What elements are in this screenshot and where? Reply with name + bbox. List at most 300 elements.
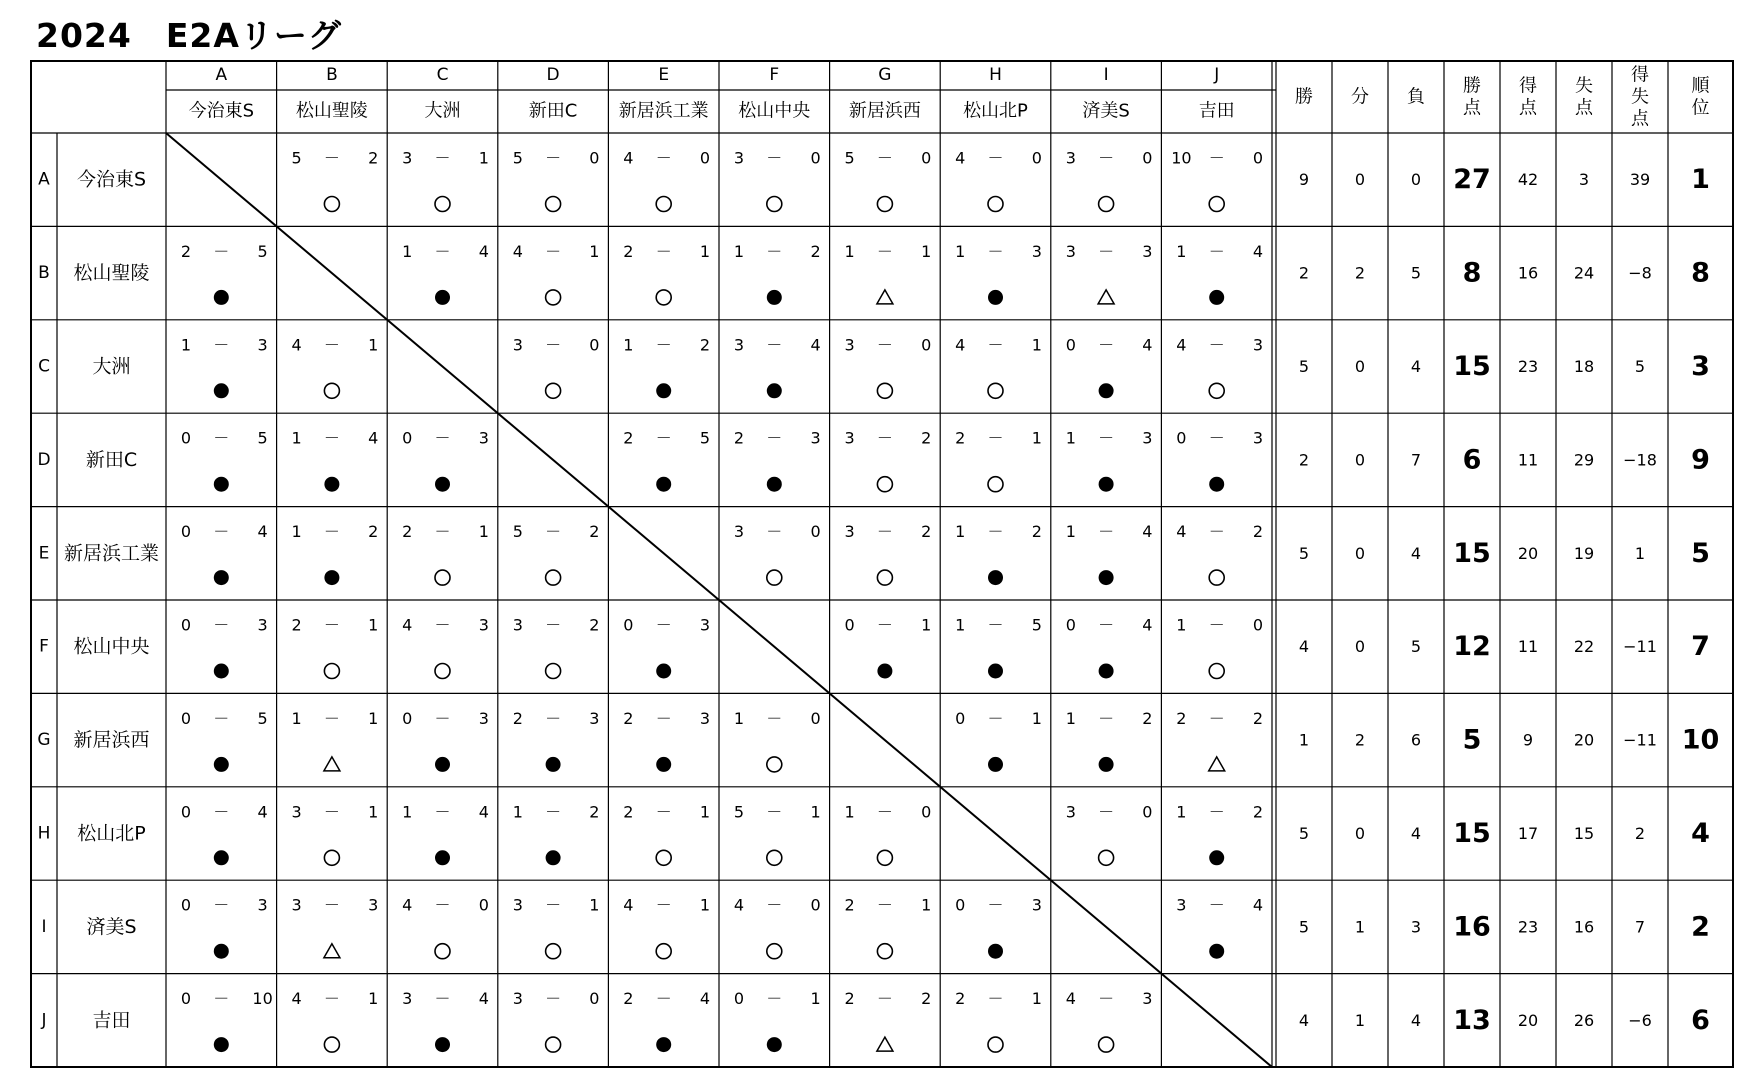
score-away: 2: [589, 802, 600, 822]
column-letter: C: [436, 65, 449, 85]
score-home: 1: [1065, 708, 1076, 728]
rank-value: 6: [1691, 1004, 1710, 1036]
score-away: 5: [257, 428, 268, 448]
result-mark: [546, 290, 561, 305]
row-letter: H: [37, 823, 51, 844]
points-value: 12: [1453, 631, 1491, 663]
score-away: 4: [257, 522, 268, 542]
score-home: 1: [1176, 615, 1187, 635]
score-away: 1: [921, 895, 932, 915]
score-away: 3: [257, 335, 268, 355]
stat-value: 0: [1410, 170, 1422, 190]
result-mark: [767, 1037, 782, 1052]
column-letter: E: [658, 65, 670, 85]
result-mark: [214, 757, 229, 772]
score-home: 0: [1065, 615, 1076, 635]
score-home: 0: [844, 615, 855, 635]
score-home: 4: [955, 335, 966, 355]
score-away: 3: [257, 895, 268, 915]
score-home: 5: [733, 802, 745, 822]
result-mark: [214, 1037, 229, 1052]
score-home: 2: [623, 428, 634, 448]
score-away: 5: [699, 428, 711, 448]
score-away: 0: [1142, 148, 1153, 168]
score-dash: －: [987, 522, 1004, 542]
stat-value: −18: [1623, 450, 1657, 470]
score-home: 0: [402, 708, 413, 728]
score-home: 0: [623, 615, 634, 635]
score-dash: －: [213, 895, 230, 915]
stat-header: 点: [1463, 97, 1481, 119]
score-home: 0: [180, 895, 192, 915]
score-away: 2: [368, 148, 379, 168]
row-team-name: 松山聖陵: [73, 262, 150, 285]
stat-value: 5: [1298, 357, 1310, 376]
score-dash: －: [655, 895, 672, 915]
result-mark: [877, 383, 892, 398]
score-home: 4: [623, 895, 634, 915]
stat-value: 1: [1634, 543, 1646, 563]
score-dash: －: [876, 802, 893, 822]
stat-value: 26: [1573, 1010, 1595, 1030]
score-home: 1: [844, 241, 855, 261]
score-home: 10: [1171, 148, 1192, 168]
points-value: 13: [1453, 1004, 1491, 1036]
result-mark: [656, 477, 671, 492]
score-home: 1: [844, 802, 855, 822]
result-mark: [767, 757, 782, 772]
points-value: 27: [1453, 164, 1491, 196]
score-away: 4: [478, 802, 489, 822]
score-home: 3: [1065, 241, 1076, 261]
stat-value: 20: [1517, 1010, 1539, 1030]
score-away: 4: [699, 989, 711, 1009]
row-letter: E: [38, 543, 50, 564]
result-mark: [656, 850, 671, 865]
rank-value: 1: [1691, 164, 1710, 196]
result-mark: [435, 290, 450, 305]
column-letter: A: [215, 65, 228, 85]
score-away: 0: [589, 335, 600, 355]
score-dash: －: [434, 241, 451, 261]
score-home: 2: [180, 241, 192, 261]
score-dash: －: [876, 989, 893, 1009]
column-team-name: 今治東S: [188, 100, 255, 122]
score-home: 1: [955, 615, 966, 635]
score-dash: －: [213, 522, 230, 542]
score-dash: －: [1098, 802, 1115, 822]
result-mark: [877, 944, 892, 959]
stat-value: 29: [1573, 450, 1595, 470]
column-team-name: 新居浜工業: [618, 100, 709, 122]
result-mark: [1099, 1037, 1114, 1052]
score-home: 2: [512, 708, 523, 728]
score-away: 1: [1031, 428, 1042, 448]
score-away: 5: [257, 241, 268, 261]
score-away: 3: [1252, 335, 1264, 355]
result-mark: [214, 570, 229, 585]
result-mark: [546, 944, 561, 959]
score-home: 4: [291, 989, 302, 1009]
score-dash: －: [655, 335, 672, 355]
score-away: 2: [810, 241, 821, 261]
score-home: 1: [291, 708, 302, 728]
score-home: 2: [1176, 708, 1187, 728]
column-letter: D: [546, 65, 560, 85]
stat-value: 42: [1517, 170, 1539, 190]
score-away: 3: [478, 708, 489, 728]
stat-header: 負: [1407, 86, 1425, 108]
result-mark: [435, 477, 450, 492]
result-mark: [877, 664, 892, 679]
score-dash: －: [545, 895, 562, 915]
score-dash: －: [987, 428, 1004, 448]
score-away: 0: [1252, 148, 1264, 168]
score-home: 2: [955, 989, 966, 1009]
points-value: 15: [1453, 351, 1491, 382]
score-away: 1: [810, 802, 821, 822]
result-mark: [435, 197, 450, 212]
score-home: 0: [955, 895, 966, 915]
score-home: 1: [291, 428, 302, 448]
score-home: 2: [623, 241, 634, 261]
score-dash: －: [876, 428, 893, 448]
score-away: 2: [1031, 522, 1042, 542]
stat-header: 得: [1519, 75, 1537, 97]
rank-value: 5: [1691, 537, 1710, 569]
result-mark: [1099, 197, 1114, 212]
result-mark: [435, 570, 450, 585]
score-home: 3: [512, 989, 523, 1009]
stat-value: −8: [1628, 263, 1652, 283]
column-team-name: 新田C: [528, 100, 578, 122]
stat-value: 4: [1298, 1010, 1310, 1030]
score-dash: －: [213, 802, 230, 822]
score-home: 3: [291, 895, 302, 915]
score-dash: －: [213, 335, 230, 355]
result-mark: [435, 664, 450, 679]
score-dash: －: [323, 708, 340, 728]
stat-value: 11: [1517, 637, 1539, 657]
score-home: 0: [1176, 428, 1187, 448]
score-away: 1: [810, 989, 821, 1009]
row-team-name: 松山北P: [77, 822, 146, 845]
score-away: 4: [1142, 522, 1153, 542]
result-mark: [767, 477, 782, 492]
score-home: 3: [402, 989, 413, 1009]
stat-value: 2: [1298, 263, 1310, 283]
score-home: 4: [623, 148, 634, 168]
score-away: 0: [810, 895, 821, 915]
score-away: 4: [1252, 895, 1264, 915]
score-home: 2: [623, 708, 634, 728]
stat-value: 0: [1354, 637, 1366, 657]
stat-value: 22: [1573, 637, 1595, 657]
score-home: 3: [402, 148, 413, 168]
score-home: 0: [1065, 335, 1076, 355]
score-dash: －: [987, 241, 1004, 261]
result-mark: [988, 477, 1003, 492]
score-dash: －: [655, 428, 672, 448]
score-away: 4: [478, 241, 489, 261]
score-home: 5: [512, 522, 523, 542]
score-dash: －: [987, 895, 1004, 915]
stat-value: 2: [1634, 824, 1646, 843]
result-mark: [1099, 383, 1114, 398]
column-letter: H: [989, 65, 1002, 85]
score-home: 3: [733, 522, 745, 542]
score-home: 1: [955, 241, 966, 261]
stat-value: 4: [1410, 357, 1422, 376]
result-mark: [656, 757, 671, 772]
stat-value: 17: [1517, 824, 1539, 843]
score-away: 0: [1142, 802, 1153, 822]
row-letter: J: [41, 1010, 47, 1031]
stat-value: 4: [1298, 637, 1310, 657]
score-home: 0: [955, 708, 966, 728]
score-home: 3: [1065, 148, 1076, 168]
score-away: 0: [921, 148, 932, 168]
points-value: 15: [1453, 537, 1491, 569]
row-letter: C: [38, 356, 50, 377]
result-mark: [324, 664, 339, 679]
rank-value: 2: [1691, 911, 1710, 943]
result-mark: [656, 290, 671, 305]
score-dash: －: [1098, 615, 1115, 635]
score-home: 2: [955, 428, 966, 448]
score-home: 1: [1065, 428, 1076, 448]
result-mark: [988, 1037, 1003, 1052]
score-dash: －: [434, 522, 451, 542]
stat-value: 0: [1354, 450, 1366, 470]
stat-header: 勝: [1463, 75, 1481, 97]
score-dash: －: [1208, 708, 1225, 728]
score-dash: －: [1098, 428, 1115, 448]
row-letter: F: [39, 636, 49, 657]
result-mark: [1209, 850, 1224, 865]
score-home: 4: [1065, 989, 1076, 1009]
score-home: 3: [844, 522, 855, 542]
score-home: 3: [733, 148, 745, 168]
stat-value: 2: [1298, 450, 1310, 470]
result-mark: [324, 197, 339, 212]
score-away: 0: [921, 802, 932, 822]
score-dash: －: [1208, 428, 1225, 448]
result-mark: [767, 197, 782, 212]
score-dash: －: [545, 335, 562, 355]
score-dash: －: [1098, 708, 1115, 728]
score-home: 4: [1176, 522, 1187, 542]
score-home: 0: [180, 522, 192, 542]
score-away: 10: [252, 989, 273, 1009]
score-home: 1: [180, 335, 192, 355]
stat-value: 24: [1573, 263, 1595, 283]
result-mark: [656, 664, 671, 679]
score-away: 2: [1252, 708, 1264, 728]
result-mark: [988, 664, 1003, 679]
stat-value: 19: [1573, 543, 1595, 563]
row-team-name: 今治東S: [76, 168, 147, 191]
stat-value: 5: [1298, 543, 1310, 563]
score-dash: －: [876, 335, 893, 355]
stat-value: 15: [1573, 824, 1595, 843]
result-mark: [1099, 850, 1114, 865]
stat-value: −6: [1628, 1010, 1652, 1030]
score-home: 2: [844, 895, 855, 915]
score-dash: －: [545, 615, 562, 635]
result-mark: [546, 850, 561, 865]
score-home: 1: [402, 241, 413, 261]
result-mark: [1209, 944, 1224, 959]
score-dash: －: [655, 989, 672, 1009]
score-away: 4: [368, 428, 379, 448]
stat-header: 得: [1631, 64, 1649, 86]
score-away: 3: [810, 428, 821, 448]
result-mark: [877, 570, 892, 585]
score-away: 2: [1252, 802, 1264, 822]
stat-header: 分: [1351, 86, 1369, 108]
score-dash: －: [1098, 522, 1115, 542]
row-team-name: 新居浜西: [73, 729, 150, 752]
points-value: 15: [1453, 818, 1491, 849]
stat-header: 点: [1519, 97, 1537, 119]
stat-value: 20: [1573, 730, 1595, 750]
stat-value: 20: [1517, 543, 1539, 563]
score-dash: －: [323, 802, 340, 822]
stat-value: 2: [1354, 263, 1366, 283]
result-mark: [214, 477, 229, 492]
result-mark: [546, 383, 561, 398]
result-mark: [656, 197, 671, 212]
score-dash: －: [655, 708, 672, 728]
score-away: 4: [478, 989, 489, 1009]
score-dash: －: [213, 989, 230, 1009]
column-team-name: 大洲: [424, 100, 461, 122]
result-mark: [1098, 290, 1114, 304]
score-dash: －: [766, 895, 783, 915]
score-home: 2: [623, 802, 634, 822]
score-away: 0: [1031, 148, 1042, 168]
score-dash: －: [545, 148, 562, 168]
score-dash: －: [987, 989, 1004, 1009]
score-away: 0: [699, 148, 711, 168]
result-mark: [214, 383, 229, 398]
stat-value: 16: [1517, 263, 1539, 283]
stat-value: 1: [1298, 730, 1310, 750]
score-dash: －: [434, 708, 451, 728]
stat-value: −11: [1623, 730, 1657, 750]
score-home: 3: [1176, 895, 1187, 915]
stat-value: 23: [1517, 357, 1539, 376]
rank-value: 8: [1691, 257, 1710, 289]
score-dash: －: [323, 428, 340, 448]
stat-value: 1: [1354, 917, 1366, 937]
result-mark: [324, 1037, 339, 1052]
score-away: 4: [1142, 615, 1153, 635]
score-home: 1: [733, 708, 745, 728]
score-home: 2: [844, 989, 855, 1009]
result-mark: [546, 757, 561, 772]
score-home: 2: [733, 428, 745, 448]
result-mark: [877, 850, 892, 865]
score-home: 2: [291, 615, 302, 635]
score-away: 3: [257, 615, 268, 635]
score-home: 1: [1176, 241, 1187, 261]
stat-value: 5: [1298, 917, 1310, 937]
score-dash: －: [213, 241, 230, 261]
column-team-name: 松山聖陵: [295, 100, 368, 122]
result-mark: [988, 570, 1003, 585]
score-dash: －: [545, 989, 562, 1009]
score-dash: －: [323, 148, 340, 168]
score-dash: －: [655, 148, 672, 168]
score-dash: －: [1098, 989, 1115, 1009]
stat-header: 点: [1631, 108, 1649, 130]
result-mark: [1209, 477, 1224, 492]
stat-value: 23: [1517, 917, 1539, 937]
stat-value: 3: [1578, 170, 1590, 190]
result-mark: [1099, 477, 1114, 492]
result-mark: [324, 570, 339, 585]
score-away: 1: [478, 522, 489, 542]
score-home: 0: [402, 428, 413, 448]
score-home: 4: [733, 895, 745, 915]
stat-header: 失: [1631, 86, 1649, 108]
score-dash: －: [1098, 148, 1115, 168]
score-dash: －: [434, 989, 451, 1009]
score-dash: －: [766, 148, 783, 168]
score-away: 0: [810, 148, 821, 168]
score-away: 0: [589, 148, 600, 168]
row-letter: G: [37, 730, 51, 751]
score-away: 2: [921, 989, 932, 1009]
stat-value: 18: [1573, 357, 1595, 376]
result-mark: [324, 757, 340, 771]
score-away: 1: [368, 802, 379, 822]
result-mark: [1099, 570, 1114, 585]
score-dash: －: [655, 241, 672, 261]
score-home: 0: [180, 989, 192, 1009]
stat-value: 2: [1354, 730, 1366, 750]
score-home: 5: [512, 148, 523, 168]
result-mark: [214, 290, 229, 305]
score-dash: －: [323, 895, 340, 915]
score-home: 3: [512, 615, 523, 635]
score-dash: －: [1208, 802, 1225, 822]
score-dash: －: [323, 522, 340, 542]
score-dash: －: [323, 615, 340, 635]
score-dash: －: [655, 615, 672, 635]
column-letter: J: [1214, 65, 1220, 85]
rank-value: 10: [1681, 724, 1720, 756]
row-team-name: 新居浜工業: [63, 542, 160, 565]
result-mark: [988, 757, 1003, 772]
score-away: 2: [1252, 522, 1264, 542]
score-home: 1: [1176, 802, 1187, 822]
score-dash: －: [213, 708, 230, 728]
score-dash: －: [213, 615, 230, 635]
score-away: 1: [921, 241, 932, 261]
result-mark: [988, 290, 1003, 305]
score-away: 1: [368, 335, 379, 355]
points-value: 6: [1462, 444, 1482, 476]
result-mark: [324, 944, 340, 958]
score-away: 2: [699, 335, 711, 355]
score-dash: －: [766, 428, 783, 448]
rank-value: 4: [1691, 818, 1710, 849]
result-mark: [214, 944, 229, 959]
score-dash: －: [1208, 895, 1225, 915]
